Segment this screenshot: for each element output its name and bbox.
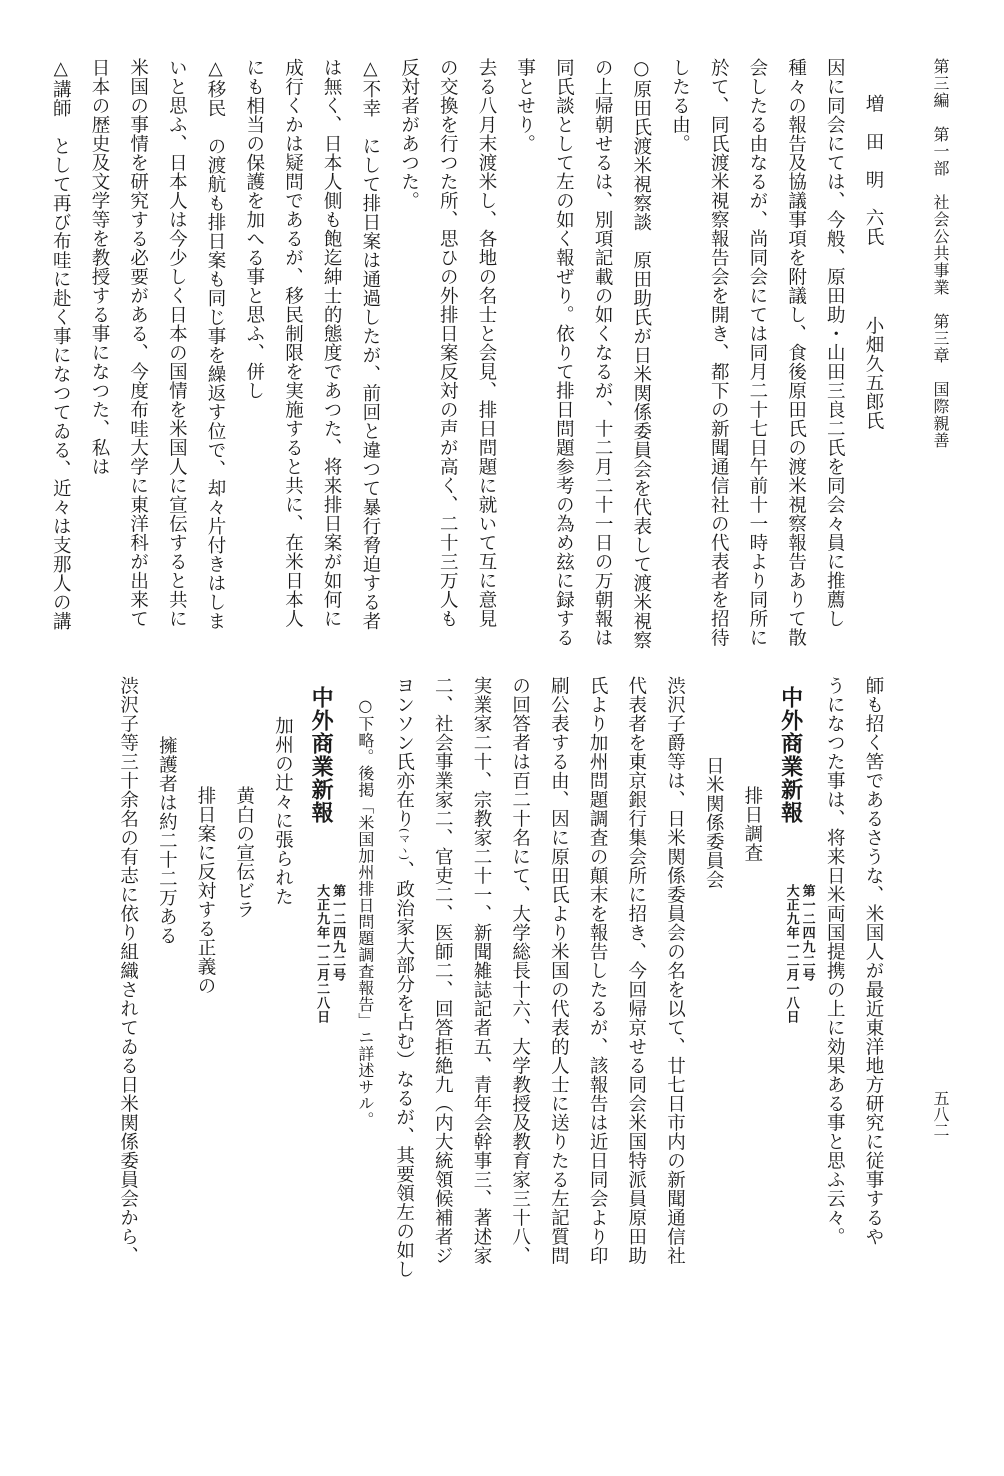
article-1-subhead: 日米関係委員会 [703,756,725,889]
text-column: △不幸 にして排日案は通過したが、前回と違つて暴行脅迫する者 [359,58,381,631]
issue-info: 第一二四九二号 大正九年一二月一八日 [783,884,815,1024]
text-column: 会したる由なるが、尚同会にては同月二十七日午前十一時より同所に [746,58,768,647]
text-column: 去る八月末渡米し、各地の名士と会見、排日問題に就いて互に意見 [475,58,497,628]
text-column: 二、社会事業家二、官吏二、医師二、回答拒絶九（内大統領候補者ジ [432,676,454,1265]
text-column: したる由。 [669,58,691,153]
name-obata: 小畑久五郎氏 [863,316,884,430]
article-2-masthead [301,676,345,1376]
text-column: ヨンソン氏亦在り(マヽ)、政治家大部分を占む）なるが、其要領左の如し [393,676,415,1279]
text-column: の交換を行つた所、思ひの外排日案反対の声が高く、二十三万人も [437,58,459,628]
text-column: にも相当の保護を加へる事と思ふ、併し [243,58,265,400]
page-number: 五八二 [931,1090,950,1138]
text-column: の上帰朝せるは、別項記載の如くなるが、十二月二十一日の万朝報は [592,58,614,647]
issue-info: 第一二四九二号 大正九年一二月二八日 [314,884,346,1024]
article-2-headline: 排日案に反対する正義の [195,786,217,995]
article-2-headline: 加州の辻々に張られた [272,716,294,906]
text-column: 刷公表する由、因に原田氏より米国の代表的人士に送りたる左記質問 [548,676,570,1265]
article-2-headline: 擁護者は約二十二万ある [156,736,178,945]
text-column: 於て、同氏渡米視察報告会を開き、都下の新聞通信社の代表者を招待 [708,58,730,647]
text-column: 事とせり。 [514,58,536,153]
text-column: 同氏談として左の如く報ぜり。依りて排日問題参考の為め玆に録する [553,58,575,647]
article-1-headline: 排日調査 [741,786,763,862]
text-column: △移民 の渡航も排日案も同じ事を繰返す位で、却々片付きはしま [205,58,227,631]
text-column: 代表者を東京銀行集会所に招き、今回帰京せる同会米国特派員原田助 [625,676,647,1265]
text-column: 種々の報告及協議事項を附議し、食後原田氏の渡米視察報告ありて散 [785,58,807,647]
text-column: は無く、日本人側も飽迄紳士的態度であつた、将来排日案が如何に [321,58,343,628]
text-column: 氏より加州問題調査の顛末を報告したるが、該報告は近日同会より印 [587,676,609,1265]
text-column: いと思ふ、日本人は今少しく日本の国情を米国人に宣伝すると共に [166,58,188,628]
text-column: うになつた事は、将来日米両国提携の上に効果ある事と思ふ云々。 [824,676,846,1246]
newspaper-name: 中外商業新報 [308,686,335,824]
speaker-names [853,58,892,694]
editor-note: ○下略。後掲「米国加州排日問題調査報告」ニ詳述サル。 [355,696,375,1128]
text-column: 渋沢子爵等は、日米関係委員会の名を以て、廿七日市内の新聞通信社 [664,676,686,1265]
text-column: 日本の歴史及文学等を教授する事になつた、私は [88,58,110,476]
text-column: 成行くかは疑問であるが、移民制限を実施すると共に、在米日本人 [282,58,304,628]
article-1-masthead [771,676,815,1376]
text-column: 実業家二十、宗教家二十一、新聞雑誌記者五、青年会幹事三、著述家 [470,676,492,1265]
text-column: ○原田氏渡米視察談 原田助氏が日米関係委員会を代表して渡米視察 [630,58,652,650]
text-column: の回答者は百二十名にて、大学総長十六、大学教授及教育家三十八、 [509,676,531,1265]
text-column: 米国の事情を研究する必要がある、今度布哇大学に東洋科が出来て [127,58,149,628]
text-column: △講師 として再び布哇に赴く事になつてゐる、近々は支那人の講 [50,58,72,631]
text-column: 因に同会にては、今般、原田助・山田三良二氏を同会々員に推薦し [824,58,846,628]
ruby-annotation: (マヽ) [397,828,411,861]
bottom-section [70,676,892,1366]
running-head: 第三編 第一部 社会公共事業 第三章 国際親善 [931,58,950,449]
top-section [50,58,892,658]
newspaper-name: 中外商業新報 [777,686,804,824]
text-column: 反対者があつた。 [398,58,420,210]
text-column: 渋沢子等三十余名の有志に依り組織されてゐる日米関係委員会から、 [117,676,139,1265]
name-masuda: 増 田 明 六氏 [863,94,884,246]
article-2-headline: 黄白の宣伝ビラ [233,786,255,919]
text-column: 師も招く筈であるさうな、米国人が最近東洋地方研究に従事するや [863,676,884,1246]
